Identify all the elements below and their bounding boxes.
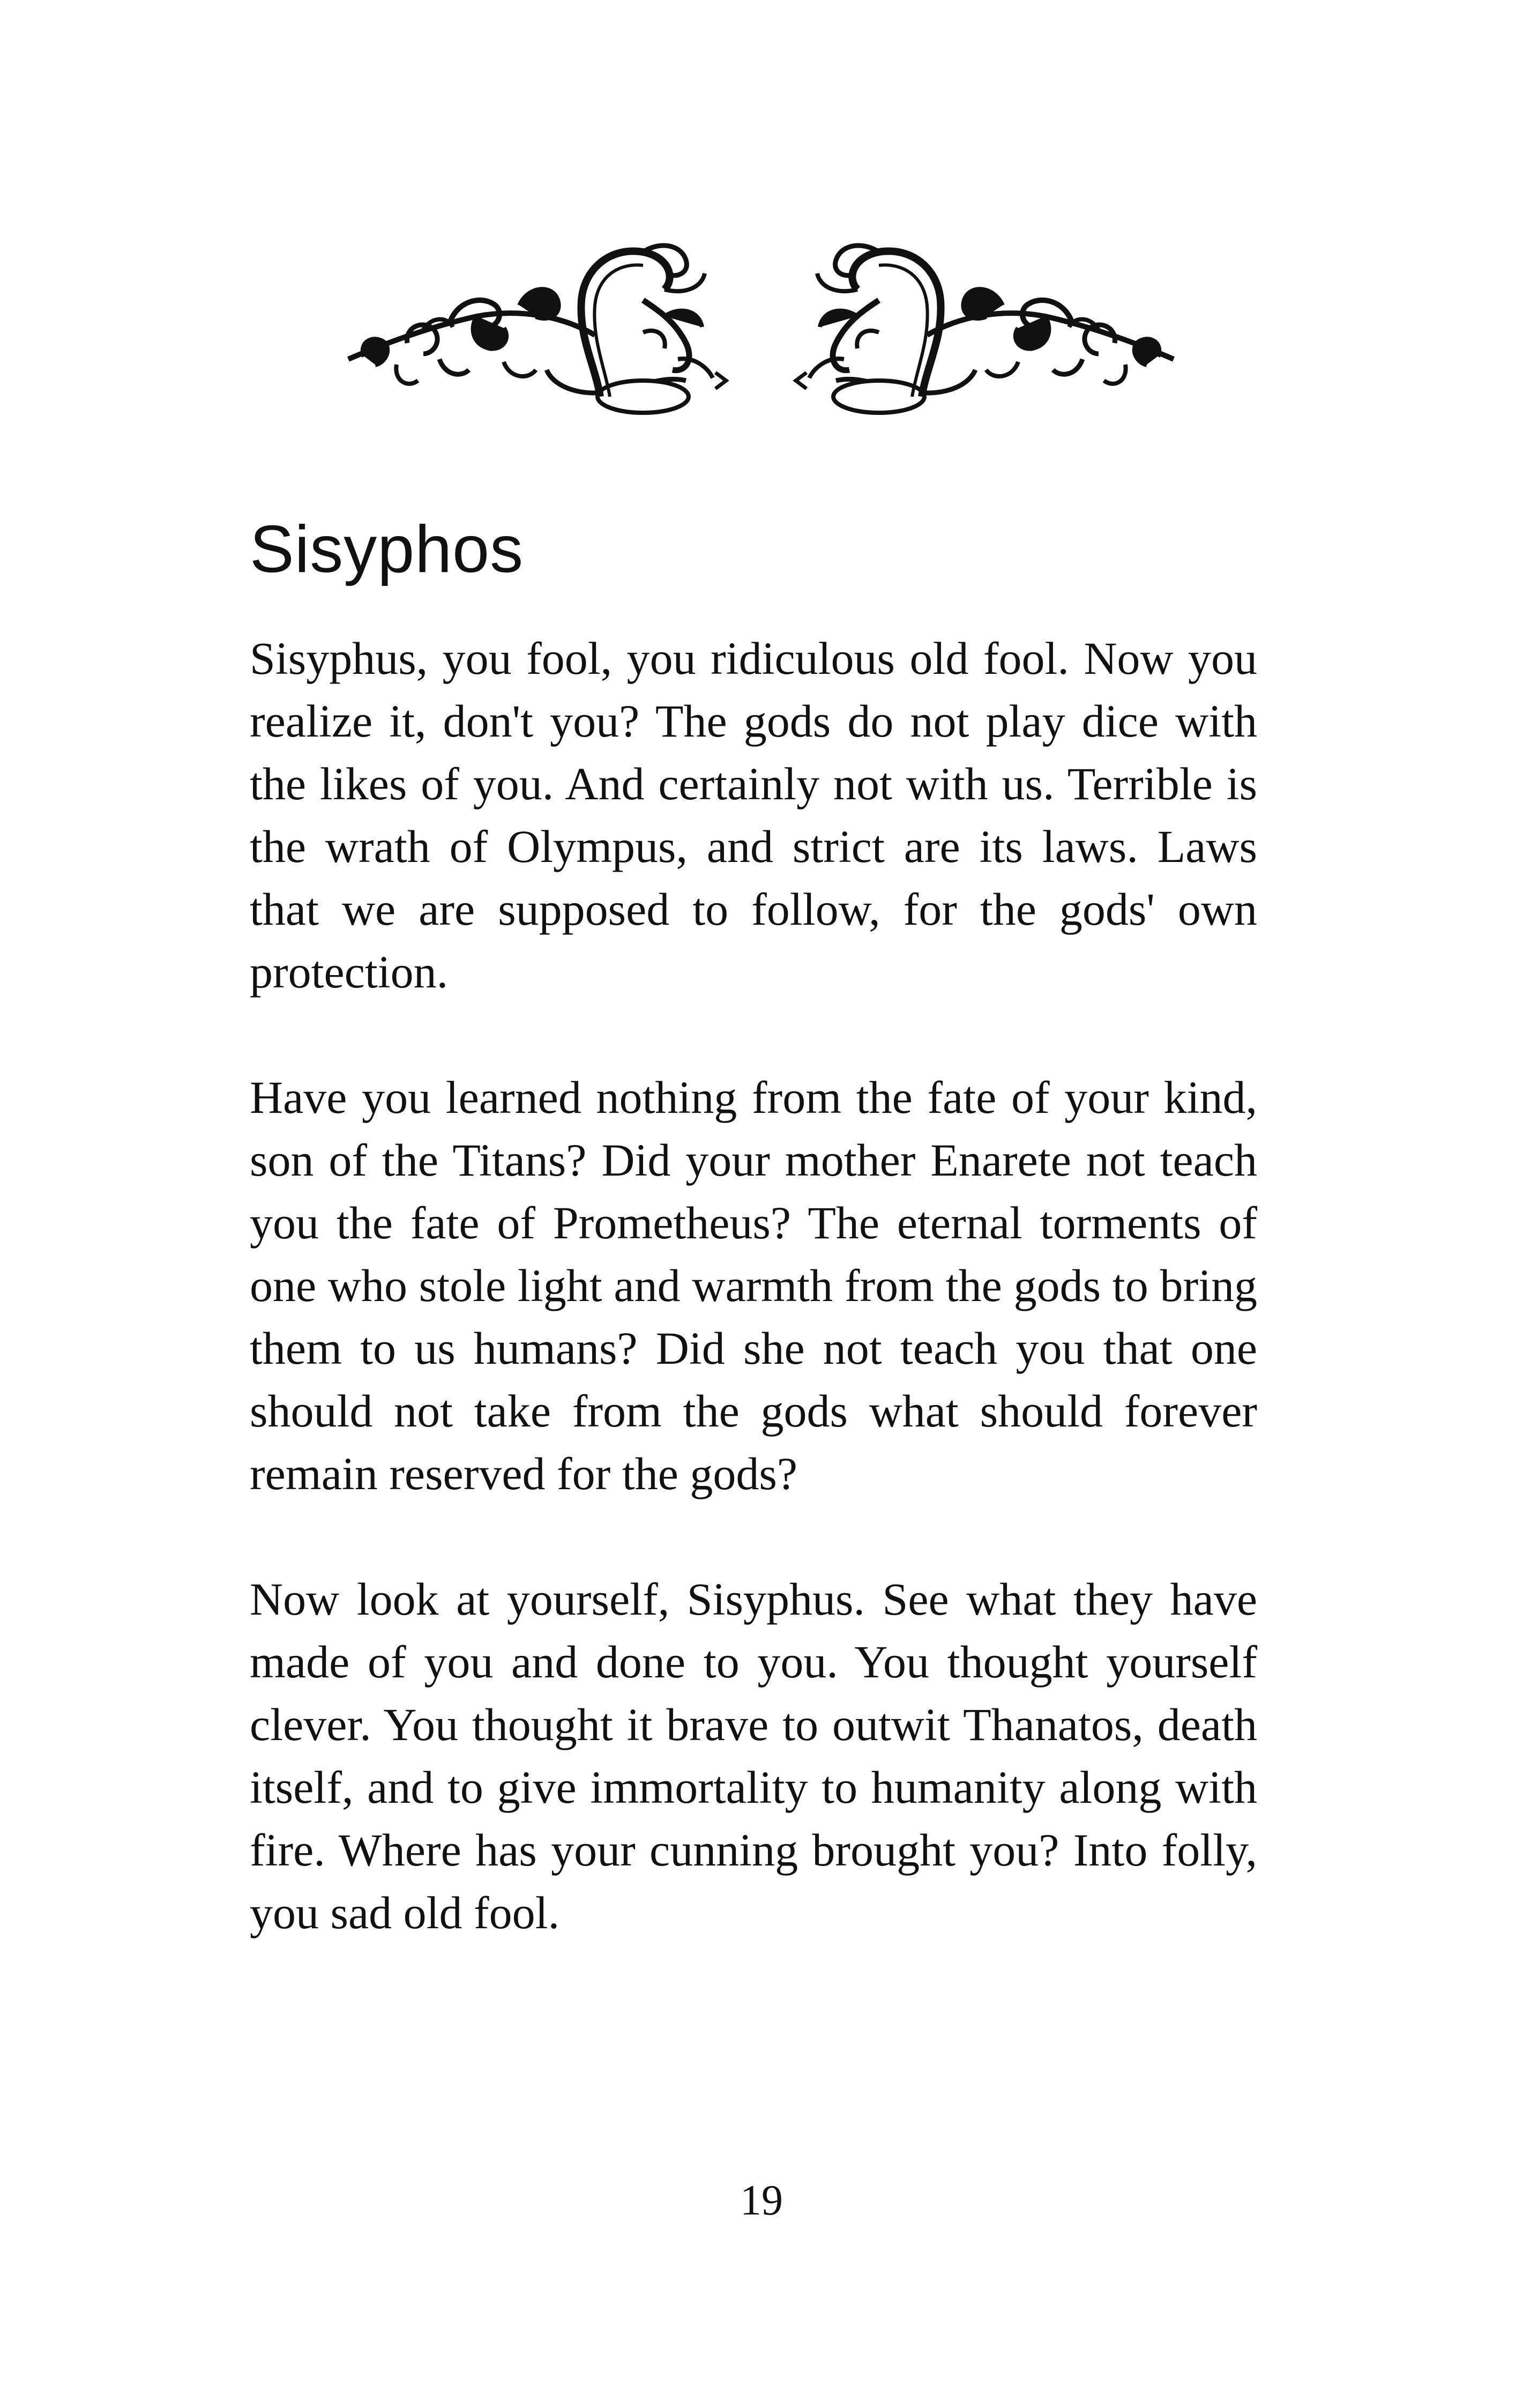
chapter-title: Sisyphos xyxy=(250,512,524,587)
paragraph: Now look at yourself, Sisyphus. See what they have made of you and done to you. You thought yourself clever. You thought it brave to outwit Thanatos, death itself, and to give immortality to humanity along with fire. Where has your cunning brought you? Into folly, you sad old fool. xyxy=(250,1573,1257,1938)
paragraph: Sisyphus, you fool, you ridiculous old fool. Now you realize it, don't you? The gods do not play dice with the likes of you. And certainly not with us. Terrible is the wrath of Olympus, and strict are its laws. Laws that we are supposed to follow, for the gods' own protection. xyxy=(250,633,1257,998)
body-text xyxy=(250,627,1257,2007)
page-number: 19 xyxy=(740,2177,783,2224)
paragraph: Have you learned nothing from the fate of your kind, son of the Titans? Did your mother Enarete not teach you the fate of Prometheus? The eternal torments of one who stole light and warmth from the gods to bring them to us humans? Did she not teach you that one should not take from the gods what should forever remain reserved for the gods? xyxy=(250,1072,1257,1499)
dragon-flourish-ornament-icon xyxy=(343,236,1179,440)
